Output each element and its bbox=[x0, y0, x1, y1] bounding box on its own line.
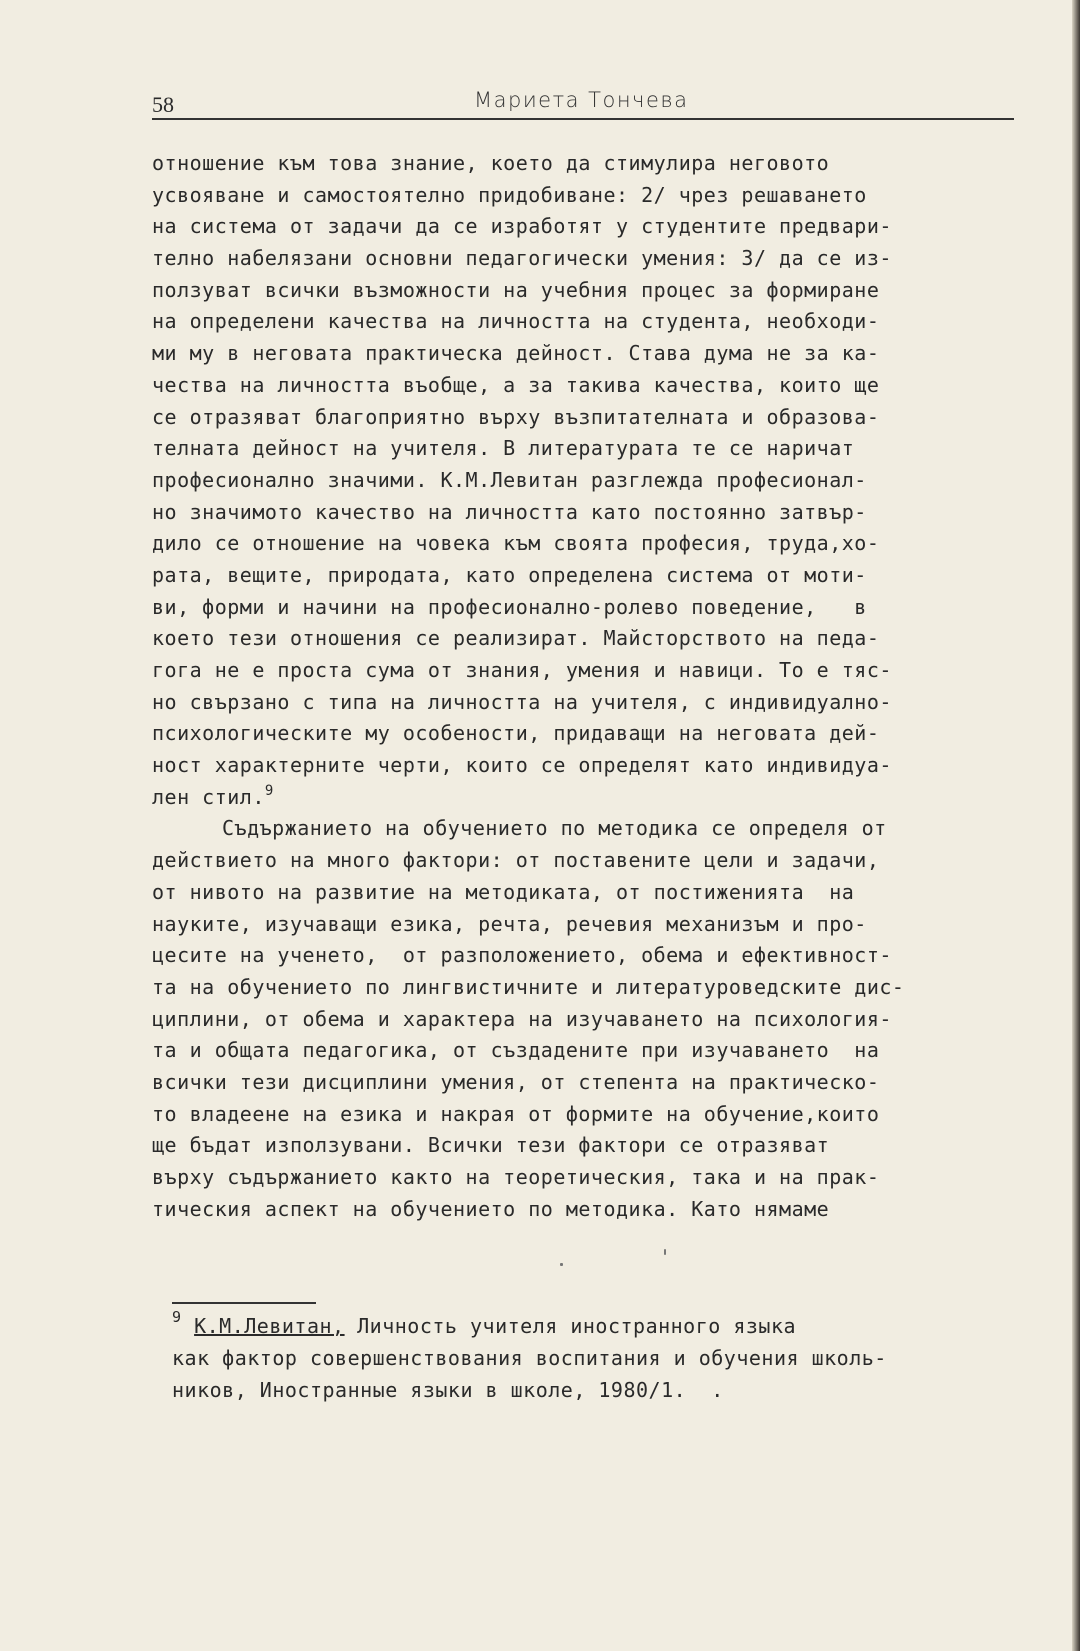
text-line: върху съдържанието както на теоретическия, така и на прак- bbox=[152, 1165, 880, 1189]
scan-speck bbox=[560, 1263, 563, 1266]
text-line: но свързано с типа на личността на учителя, с индивидуално- bbox=[152, 689, 892, 714]
scan-speck bbox=[664, 1249, 666, 1255]
text-line: рата, вещите, природата, като определена система от моти- bbox=[152, 562, 867, 587]
footnote-number: 9 bbox=[172, 1308, 182, 1326]
text-line: което тези отношения се реализират. Майсторството на педа- bbox=[152, 626, 880, 651]
paragraph-2 bbox=[152, 813, 1024, 1225]
text-line: чества на личността въобще, а за такива качества, които ще bbox=[152, 372, 880, 397]
text-line: та на обучението по лингвистичните и литературоведските дис- bbox=[152, 974, 905, 999]
page-header bbox=[152, 86, 1014, 120]
page-edge-shadow bbox=[1072, 0, 1080, 1651]
text-line: Съдържанието на обучението по методика се определя от bbox=[222, 816, 887, 841]
text-line: на определени качества на личността на студента, необходи- bbox=[152, 309, 880, 334]
text-line: усвояване и самостоятелно придобиване: 2/ чрез решаването bbox=[152, 182, 867, 207]
text-line: тическия аспект на обучението по методика. Като нямаме bbox=[152, 1196, 830, 1221]
running-title: Мариета Тончева bbox=[474, 88, 689, 112]
text-line: циплини, от обема и характера на изучаването на психология- bbox=[152, 1006, 892, 1031]
text-line: телната дейност на учителя. В литературата те се наричат bbox=[152, 436, 855, 461]
text-line: ност характерните черти, които се определят като индивидуа- bbox=[152, 753, 892, 778]
footnote-separator bbox=[172, 1302, 316, 1304]
page-number: 58 bbox=[152, 92, 174, 117]
text-line: се отразяват благоприятно върху възпитателната и образова- bbox=[152, 404, 880, 429]
footnote-author: К.М.Левитан, bbox=[194, 1314, 345, 1338]
footnote bbox=[172, 1310, 1032, 1406]
text-line: действието на много фактори: от поставените цели и задачи, bbox=[152, 848, 880, 873]
text-line: от нивото на развитие на методиката, от постиженията на bbox=[152, 879, 855, 904]
last-line-text: лен стил. bbox=[152, 784, 265, 809]
text-line: то владеене на езика и накрая от формите на обучение,които bbox=[152, 1101, 880, 1126]
text-line: телно набелязани основни педагогически умения: 3/ да се из- bbox=[152, 246, 892, 271]
footnote-line: как фактор совершенствования воспитания и обучения школь- bbox=[172, 1346, 887, 1370]
text-line: всички тези дисциплини умения, от степента на практическо- bbox=[152, 1069, 880, 1094]
text-line: науките, изучаващи езика, речта, речевия механизъм и про- bbox=[152, 911, 867, 936]
text-line: та и общата педагогика, от създадените при изучаването на bbox=[152, 1038, 880, 1063]
text-line: дило се отношение на човека към своята професия, труда,хо- bbox=[152, 531, 880, 556]
text-line: но значимото качество на личността като постоянно затвър- bbox=[152, 499, 867, 524]
footnote-line: ников, Иностранные языки в школе, 1980/1. . bbox=[172, 1378, 724, 1402]
text-line: цесите на ученето, от разположението, обема и ефективност- bbox=[152, 943, 892, 968]
text-line: ви, форми и начини на професионално-ролево поведение, в bbox=[152, 594, 867, 619]
footnote-reference: 9 bbox=[264, 782, 274, 799]
text-line: ползуват всички възможности на учебния процес за формиране bbox=[152, 277, 880, 302]
text-line: на система от задачи да се изработят у студентите предвари- bbox=[152, 214, 892, 239]
text-line: гога не е проста сума от знания, умения и навици. То е тяс- bbox=[152, 658, 892, 682]
text-line: отношение към това знание, което да стимулира неговото bbox=[152, 151, 830, 175]
paragraph-1 bbox=[152, 148, 1024, 782]
text-line: професионално значими. К.М.Левитан разглежда професионал- bbox=[152, 467, 867, 492]
footnote-title: Личность учителя иностранного языка bbox=[344, 1314, 797, 1338]
main-text bbox=[152, 148, 1024, 1225]
text-line: ще бъдат използувани. Всички тези фактори се отразяват bbox=[152, 1133, 830, 1158]
text-line: ми му в неговата практическа дейност. Става дума не за ка- bbox=[152, 341, 880, 366]
text-line: психологическите му особености, придаващи на неговата дей- bbox=[152, 721, 880, 746]
paragraph-1-last-line bbox=[152, 782, 1024, 814]
